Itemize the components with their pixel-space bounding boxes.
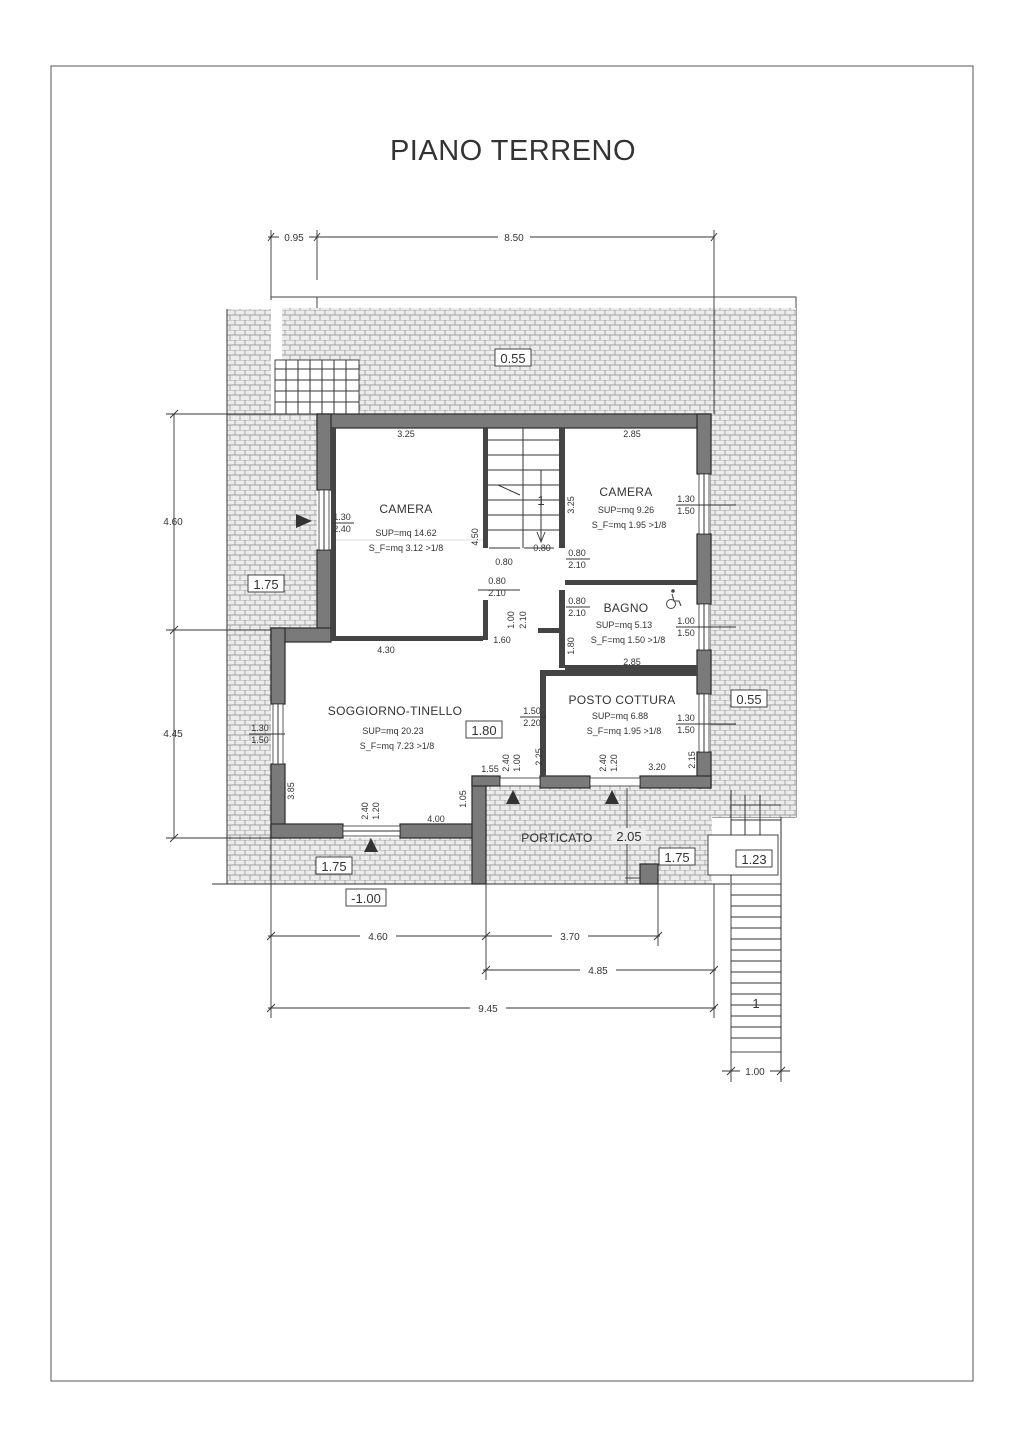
room-light: S_F=mq 1.95 >1/8 <box>586 726 662 736</box>
room-name: CAMERA <box>599 485 653 499</box>
dim-cam1-depth: 4.50 <box>470 528 480 546</box>
sheet-frame <box>51 66 973 1381</box>
room-name: POSTO COTTURA <box>568 693 676 707</box>
dim-left-lower: 4.45 <box>163 729 183 740</box>
kitchen-win-a: 1.30 <box>677 713 695 723</box>
dim-corridor: 1.60 <box>493 635 511 645</box>
dim-bath-width: 2.85 <box>623 657 641 667</box>
dim-top-right: 8.50 <box>504 233 524 244</box>
dim-stair-width: 1.00 <box>745 1067 765 1078</box>
room-bagno <box>591 601 666 645</box>
level-bottom-left: 1.75 <box>321 859 347 874</box>
porch-door-w: 1.00 <box>512 754 522 772</box>
dim-door-left: 1.55 <box>481 764 499 774</box>
dim-top-left: 0.95 <box>284 233 304 244</box>
level-ramp: 1.23 <box>741 852 767 867</box>
level-right-terrace: 0.55 <box>736 692 762 707</box>
room-light: S_F=mq 1.95 >1/8 <box>591 520 667 530</box>
level-top-terrace: 0.55 <box>500 351 526 366</box>
cam1-win-b: 2.40 <box>333 524 351 534</box>
int-win-b: 2.20 <box>523 718 541 728</box>
door-c-h: 2.10 <box>568 608 586 618</box>
door-d-w: 1.00 <box>506 611 516 629</box>
level-left-terrace: 1.75 <box>253 577 279 592</box>
dim-kitchen-side: 2.15 <box>687 751 697 769</box>
porch-door-h: 2.40 <box>501 754 511 772</box>
bath-win-a: 1.00 <box>677 616 695 626</box>
int-win-a: 1.50 <box>523 706 541 716</box>
cam1-win-a: 1.30 <box>333 512 351 522</box>
porch-label: PORTICATO <box>521 831 593 845</box>
room-light: S_F=mq 1.50 >1/8 <box>590 635 666 645</box>
wheelchair-icon <box>667 589 682 608</box>
door-b-h: 2.10 <box>568 560 586 570</box>
top-left-steps <box>275 360 359 414</box>
internal-stair <box>488 428 559 548</box>
level-living: 1.80 <box>471 723 497 738</box>
room-light: S_F=mq 7.23 >1/8 <box>359 741 435 751</box>
exterior-stair <box>708 790 781 1080</box>
room-area: SUP=mq 14.62 <box>375 528 437 538</box>
room-camera-2 <box>592 485 667 530</box>
room-camera-1 <box>369 502 444 553</box>
plan-title: PIANO TERRENO <box>389 135 637 167</box>
door-a-h: 2.10 <box>488 588 506 598</box>
dim-bottom-total: 9.45 <box>478 1004 498 1015</box>
door-d-h: 2.10 <box>518 611 528 629</box>
room-light: S_F=mq 3.12 >1/8 <box>368 543 444 553</box>
dim-kitchen-h: 2.25 <box>534 748 544 766</box>
cam2-win-a: 1.30 <box>677 494 695 504</box>
dim-porch-wall: 1.05 <box>458 790 468 808</box>
room-posto-cottura <box>568 693 675 736</box>
dim-cam1-width: 3.25 <box>397 429 415 439</box>
front-door-w: 1.20 <box>371 802 381 820</box>
door-b-w: 0.80 <box>568 548 586 558</box>
dim-living-height: 3.85 <box>286 782 296 800</box>
bath-win-b: 1.50 <box>677 628 695 638</box>
dim-corridor-door: 1.80 <box>566 637 576 655</box>
dim-left-upper: 4.60 <box>163 517 183 528</box>
level-porch: 1.75 <box>664 850 690 865</box>
dim-cam1-bottom: 4.30 <box>377 645 395 655</box>
stair-door-2: 0.80 <box>495 557 513 567</box>
living-win-a: 1.30 <box>251 723 269 733</box>
room-area: SUP=mq 20.23 <box>362 726 424 736</box>
level-ground: -1.00 <box>351 891 381 906</box>
dim-bottom-c: 4.85 <box>588 966 608 977</box>
dim-kitchen-width: 3.20 <box>648 762 666 772</box>
room-soggiorno-tinello <box>328 704 462 751</box>
dim-cam2-width: 2.85 <box>623 429 641 439</box>
porch-height: 2.05 <box>616 829 642 844</box>
kitchen-win-b: 1.50 <box>677 725 695 735</box>
door-a-w: 0.80 <box>488 576 506 586</box>
dim-cam2-depth: 3.25 <box>566 496 576 514</box>
room-area: SUP=mq 9.26 <box>597 505 655 515</box>
door-c-w: 0.80 <box>568 596 586 606</box>
kitchen-door-w: 1.20 <box>609 754 619 772</box>
room-area: SUP=mq 5.13 <box>595 620 653 630</box>
cam2-win-b: 1.50 <box>677 506 695 516</box>
room-name: CAMERA <box>379 502 433 516</box>
living-win-b: 1.50 <box>251 735 269 745</box>
stair-up-number: 1 <box>537 493 545 508</box>
stair-number: 1 <box>752 996 760 1011</box>
room-name: BAGNO <box>603 601 649 615</box>
room-area: SUP=mq 6.88 <box>591 711 649 721</box>
stair-door: 0.80 <box>533 543 551 553</box>
dim-living-right: 4.00 <box>427 814 445 824</box>
front-door-h: 2.40 <box>360 802 370 820</box>
room-name: SOGGIORNO-TINELLO <box>327 704 463 718</box>
dim-bottom-a: 4.60 <box>368 932 388 943</box>
dim-bottom-b: 3.70 <box>560 932 580 943</box>
kitchen-door-h: 2.40 <box>598 754 608 772</box>
